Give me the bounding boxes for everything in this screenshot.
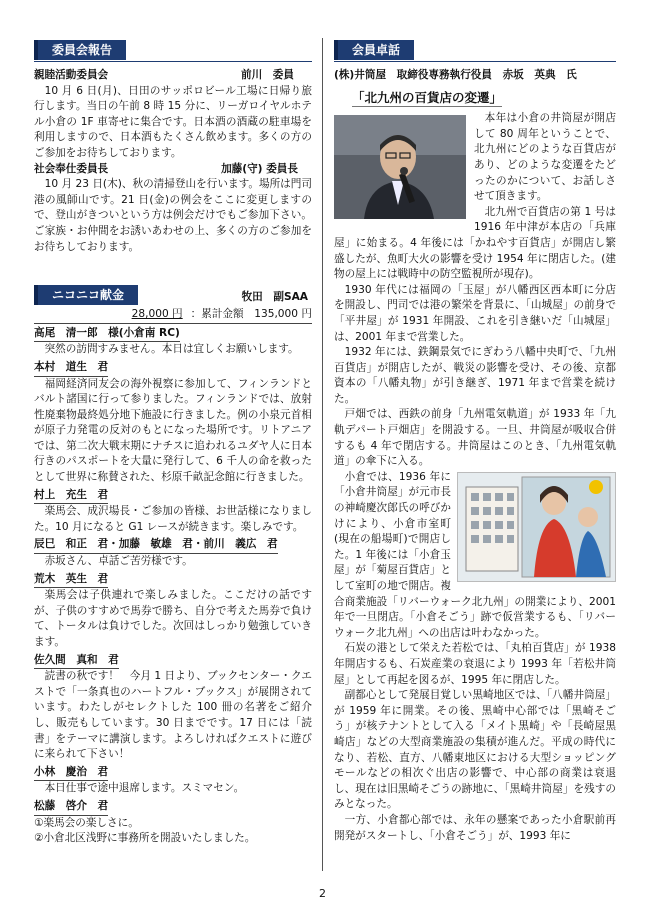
donation-item [34, 537, 312, 569]
donation-item [34, 653, 312, 763]
talk-paragraph: 一方、小倉都心部では、永年の懸案であった小倉駅前再開発がスタートし、「小倉そごう」が、1993 年に [334, 813, 616, 842]
donor-message: 突然の訪問すみません。本日は宜しくお願いします。 [44, 343, 299, 356]
donation-item [34, 799, 312, 847]
talk-header-row [334, 40, 616, 62]
donor-message: 楽馬会、成沢場長・ご参加の皆様、お世話様になりました。10 月になると G1 レースが続きます。楽しみです。 [34, 505, 312, 533]
page-number: 2 [319, 887, 326, 900]
donor-message-line: ②小倉北区浅野に事務所を開設いたしました。 [34, 832, 256, 845]
donation-item [34, 488, 312, 536]
donation-item [34, 360, 312, 486]
committee-item [34, 162, 312, 256]
donor-name: 高尾 清一郎 様(小倉南 RC) [34, 326, 180, 343]
donation-item [34, 572, 312, 651]
donor-name: 佐久間 真和 君 [34, 653, 119, 670]
committee-title: 社会奉仕委員長 [34, 162, 109, 175]
nikoniko-person: 牧田 副SAA [241, 290, 308, 303]
amount-total: ：累計金額 135,000 円 [190, 308, 312, 321]
committee-person: 前川 委員 [241, 69, 294, 81]
committee-item [34, 68, 312, 162]
donor-message-line: ①楽馬会の楽しさに。 [34, 816, 139, 829]
donor-name: 小林 慶治 君 [34, 765, 108, 782]
talk-paragraph: 戸畑では、西鉄の前身「九州電気軌道」が 1933 年「九軌デパート戸畑店」を開設する。一旦、井筒屋が吸収合併するも 4 年で閉店する。井筒屋はこのとき、「九州電気軌道」の傘下に入る。 [334, 408, 616, 468]
donor-message: 本日仕事で途中退席します。スミマセン。 [44, 782, 245, 795]
speaker-photo-image [334, 115, 466, 219]
speaker-name: (株)井筒屋 取締役専務執行役員 赤坂 英典 氏 [334, 69, 577, 81]
committee-header-row [34, 40, 312, 62]
nikoniko-header: ニコニコ献金 [34, 285, 138, 305]
donor-message: 読書の秋です！ 今月 1 日より、ブックセンター・クエストで「一条真也のハートフル・ブックス」が展開されています。わたしがセレクトした 100 冊の名著をご紹介し、販売もしています。30 日までです。17 日には「読書」をテーマに講演します。よろしければクエストに遊びに来られて下さい！ [34, 670, 312, 761]
speaker-photo [334, 115, 466, 219]
store-photo-image [458, 473, 615, 581]
donor-name: 松藤 啓介 君 [34, 799, 108, 816]
donation-item [34, 765, 312, 797]
talk-paragraph: 石炭の港として栄えた若松では、「丸柏百貨店」が 1938 年開店するも、石炭産業の衰退により 1993 年「若松井筒屋」として再起を図るが、1995 年に閉店した。 [334, 642, 616, 686]
donor-message: 赤坂さん、卓話ご苦労様です。 [44, 555, 193, 568]
committee-person: 加藤(守) 委員長 [221, 162, 298, 175]
donor-message: 福岡経済同友会の海外視察に参加して、フィンランドとバルト諸国に行って参りました。フィンランドでは、放射性廃棄物最終処分地下施設に行きました。例の小泉元首相が原子力発電の反対のもとになった場所です。リトアニアでは、第二次大戦末期にナチスに追われるユダヤ人に日本行きのパスポートを大量に発行して、6 千人の命を救ったとして世界に称賛された、杉原千畝記念館に行きました。 [34, 377, 312, 484]
donor-name: 村上 充生 君 [34, 488, 108, 505]
talk-paragraph: 小倉では、1936 年に「小倉井筒屋」が元市長の神崎慶次郎氏の呼びかけにより、小倉市室町(現在の船場町)で開店した。1 年後には「小倉玉屋」が「菊屋百貨店」として室町の地で開店。複合商業施設「リバーウォーク北九州」の開業により、2001 年で一旦閉店。「小倉そごう」跡で仮営業するも、「リバーウォーク北九州」への出店は叶わなかった。 [334, 470, 616, 639]
talk-paragraph: 1930 年代には福岡の「玉屋」が八幡西区西本町に分店を開設し、門司では港の繁栄を背景に、「山城屋」の前身で「平井屋」が 1931 年開設、これを引き継いだ「山城屋」は、2001 年まで営業した。 [334, 283, 616, 343]
talk-paragraph: 1932 年には、鉄鋼景気でにぎわう八幡中央町で、「九州百貨店」が開店したが、戦災の影響を受け、その後、京都資本の「八幡丸物」が引き継ぎ、1971 年まで営業を続けた。 [334, 346, 616, 405]
committee-title: 親睦活動委員会 [34, 69, 109, 81]
column-divider [322, 38, 323, 871]
donor-name: 辰巳 和正 君・加藤 敏雄 君・前川 義広 君 [34, 537, 278, 554]
committee-header: 委員会報告 [34, 40, 126, 60]
left-column [34, 40, 312, 847]
nikoniko-header-row [34, 285, 312, 307]
store-photo [457, 472, 616, 582]
talk-paragraph: 本年は小倉の井筒屋が開店して 80 周年ということで、北九州にどのような百貨店があり、どのような変遷をたどったのかについて、お話しさせて頂きます。 [474, 112, 616, 203]
committee-body: 10 月 6 日(月)、日田のサッポロビール工場に日帰り旅行します。当日の午前 8 時 15 分に、リーガロイヤルホテル小倉の 1F 車寄せに集合です。日本酒の酒蔵の駐車場を利用しますので、日本酒もたくさん飲めます。多くの方のご参加をお待ちしております。 [34, 84, 312, 159]
right-column [334, 40, 616, 844]
donation-item [34, 326, 312, 358]
amount: 28,000 円 [131, 308, 183, 321]
article-title: 「北九州の百貨店の変遷」 [352, 90, 502, 108]
talk-paragraph: 副都心として発展目覚しい黒崎地区では、「八幡井筒屋」が 1959 年に開業。その後、黒崎中心部では「黒崎そごう」が核テナントとして入る「メイト黒崎」や「長崎屋黒崎店」などの大型商業施設の集積が進んだ。平成の時代になり、若松、直方、八幡東地区における大型ショッピングモールなどの相次ぐ出店の影響で、中心部の商業は衰退し、現在は旧黒崎そごうの跡地に、「黒崎井筒屋」を残すのみとなった。 [334, 689, 616, 811]
talk-paragraph: 北九州で百貨店の第 1 号は 1916 年中津が本店の「兵庫屋」に始まる。4 年後には「かねやす百貨店」が開店し繁盛したが、魚町大火の影響を受け 1954 年に閉店した。(建物の屋上には戦時中の防空監視所が現存)。 [334, 205, 616, 281]
committee-body: 10 月 23 日(木)、秋の清掃登山を行います。場所は門司港の風師山です。21 日(金)の例会をここに変更しますので、登山がきついという方は例会だけでもご参加下さい。ご家族・お仲間をお誘いあわせの上、多くの方のご参加をお待ちしております。 [34, 178, 312, 253]
donor-message: 楽馬会は子供連れで楽しみました。ここだけの話ですが、子供のすすめで馬券で勝ち、自分で考えた馬券で負けて、トータルは負けでした。次回はしっかり勉強していきます。 [34, 589, 312, 648]
donor-name: 本村 道生 君 [34, 360, 108, 377]
amount-row [34, 307, 312, 324]
donor-name: 荒木 英生 君 [34, 572, 108, 589]
talk-header: 会員卓話 [334, 40, 414, 60]
